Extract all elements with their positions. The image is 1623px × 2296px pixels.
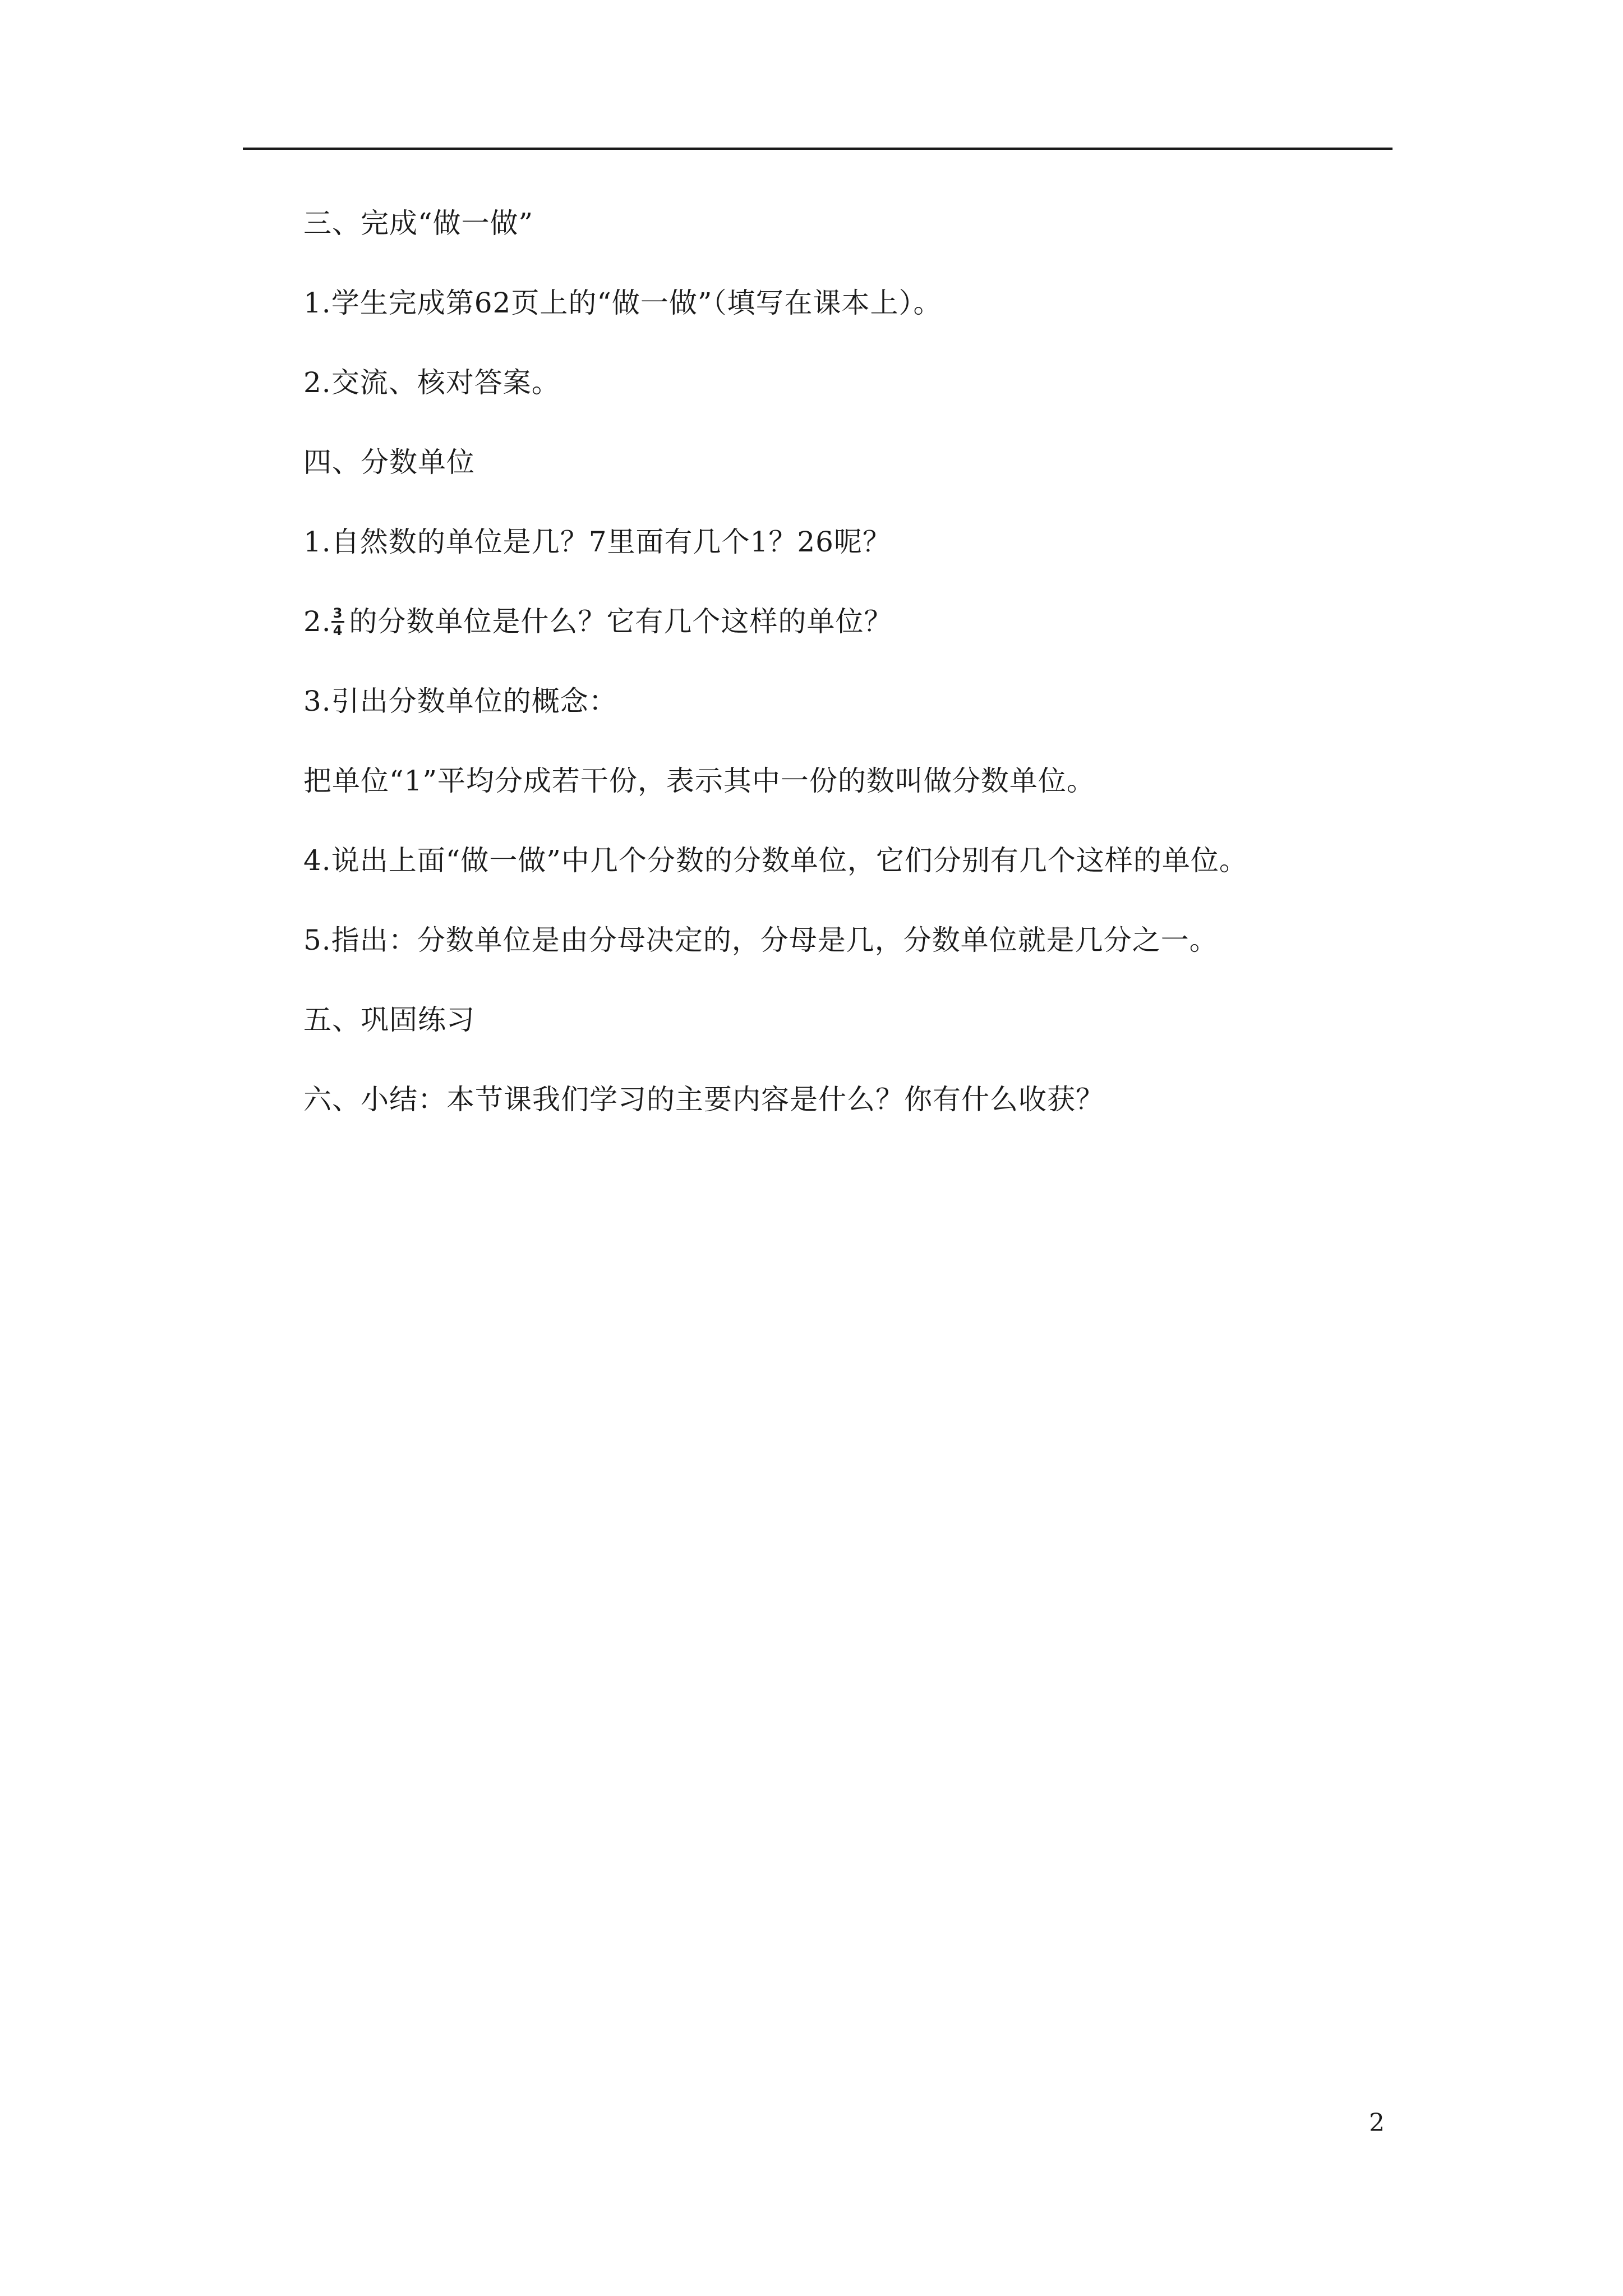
paragraph-line: 4.说出上面“做一做”中几个分数的分数单位，它们分别有几个这样的单位。 bbox=[303, 844, 1248, 877]
fraction-line-prefix: 2. bbox=[303, 605, 331, 638]
fraction bbox=[331, 606, 345, 637]
paragraph-line: 3.引出分数单位的概念： bbox=[303, 685, 617, 717]
paragraph-line: 5.指出：分数单位是由分母决定的，分母是几，分数单位就是几分之一。 bbox=[303, 924, 1218, 956]
section-heading-complete-exercise: 三、完成“做一做” bbox=[303, 207, 534, 240]
paragraph-line: 2.交流、核对答案。 bbox=[303, 366, 560, 399]
paragraph-line: 1.自然数的单位是几？7里面有几个1？26呢？ bbox=[303, 526, 891, 558]
section-heading-practice: 五、巩固练习 bbox=[303, 1004, 475, 1036]
paragraph-line-with-fraction bbox=[303, 605, 892, 639]
section-heading-fraction-unit: 四、分数单位 bbox=[303, 446, 475, 478]
fraction-line-suffix: 的分数单位是什么？它有几个这样的单位？ bbox=[349, 605, 893, 638]
header-rule bbox=[243, 148, 1393, 150]
page-number: 2 bbox=[1369, 2109, 1385, 2137]
fraction-numerator: 3 bbox=[331, 606, 345, 623]
definition-line: 把单位“1”平均分成若干份，表示其中一份的数叫做分数单位。 bbox=[303, 765, 1095, 797]
fraction-denominator: 4 bbox=[333, 622, 343, 638]
paragraph-line: 1.学生完成第62页上的“做一做”（填写在课本上）。 bbox=[303, 287, 942, 319]
section-heading-summary: 六、小结：本节课我们学习的主要内容是什么？你有什么收获？ bbox=[303, 1083, 1104, 1116]
